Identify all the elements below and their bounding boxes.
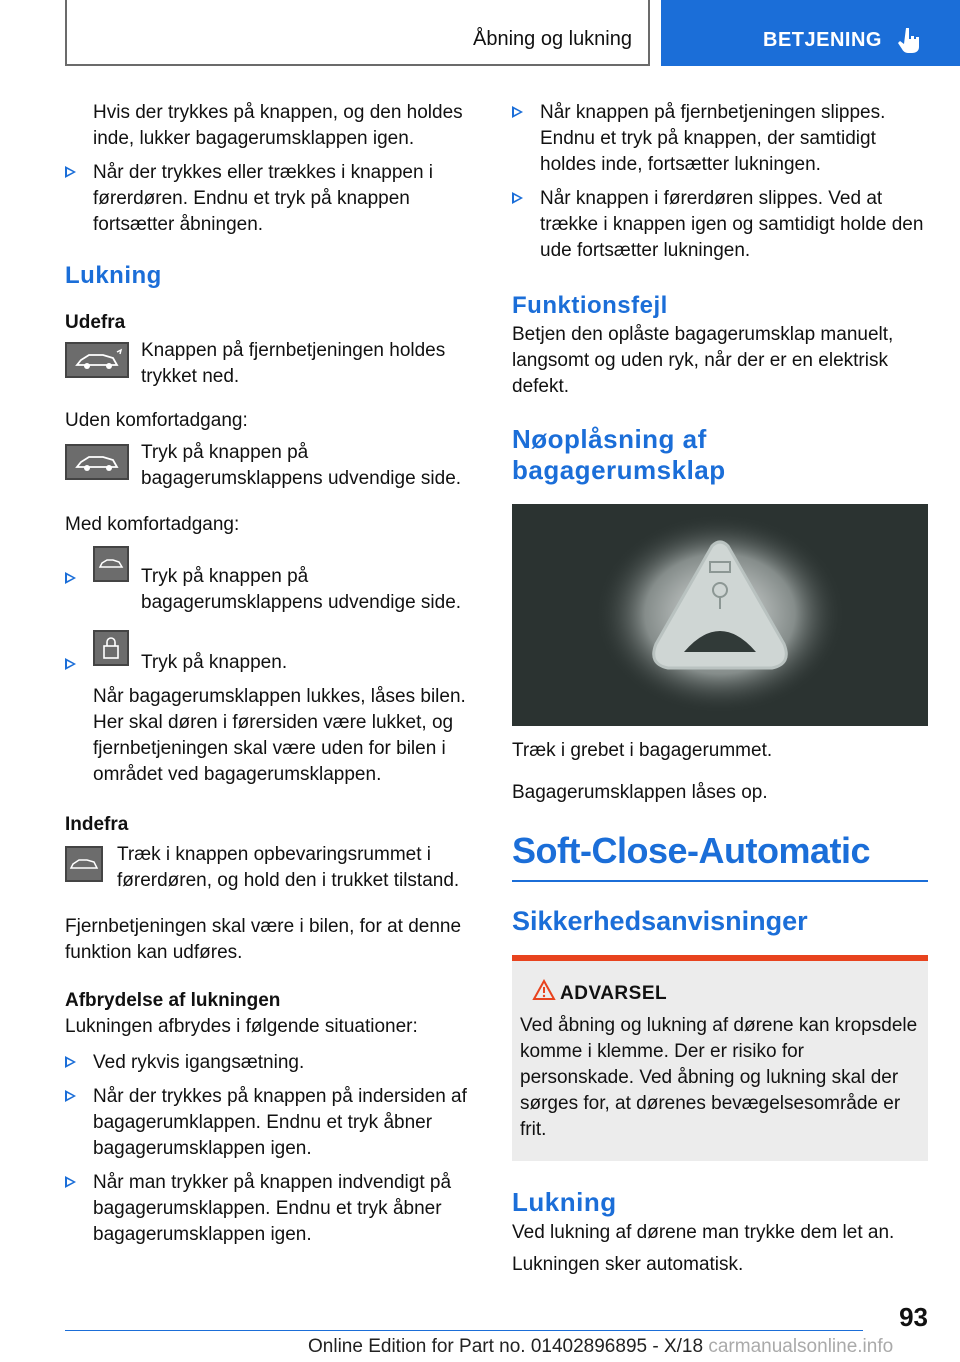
indefra-text: Træk i knappen opbevaringsrummet i førerdøren, og hold den i trukket tilstand. [117,844,460,891]
chapter-title: BETJENING [763,29,882,51]
list-item: Når man trykker på knappen indvendigt på bagagerumsklappen. Endnu et tryk åbner bagagerumsklappen igen. [65,1170,475,1248]
udefra-heading: Udefra [65,312,126,333]
list-item: Tryk på knappen. Når bagagerumsklappen lukkes, låses bilen. Her skal døren i førersiden være lukket, og fjernbetjeningen skal være uden for bilen i området ved bagagerumsklappen. [65,636,475,788]
funktionsfejl-text: Betjen den oplåste bagagerumsklap manuelt, langsomt og uden ryk, når der er en elektrisk defekt. [512,324,894,397]
intro-list [65,160,475,238]
edition-text: Online Edition for Part no. 01402896895 - X/18 [308,1336,704,1357]
footer-text [308,1336,893,1358]
hand-pointer-icon [897,26,923,54]
list-item: Når knappen i førerdøren slippes. Ved at trække i knappen igen og samtidigt holde den ude fortsætter lukningen. [512,186,928,264]
bullet-arrow-icon [65,1176,76,1188]
uden-komfort-label: Uden komfortadgang: [65,410,248,431]
med-komfort-label: Med komfortadgang: [65,514,240,535]
photo-caption-1: Træk i grebet i bagagerummet. [512,740,773,761]
watermark: carmanualsonline.info [708,1336,894,1357]
bullet-arrow-icon [65,572,76,584]
emergency-release-photo [512,504,928,726]
lock-icon [93,630,129,666]
car-trunk-icon [65,444,129,480]
warning-triangle-icon [532,979,556,1001]
list-item: Ved rykvis igangsætning. [65,1050,475,1076]
footer-rule [65,1330,863,1331]
afbryd-list [65,1050,475,1248]
noedoplaasning-heading: Nøoplåsning af bagagerumsklap [512,424,726,485]
list-item: Når der trykkes eller trækkes i knappen i førerdøren. Endnu et tryk på knappen fortsætter åbningen. [65,160,475,238]
emergency-handle-illustration [512,504,928,726]
uden-komfort-text: Tryk på knappen på bagagerumsklappens udvendige side. [141,442,462,489]
udefra-text: Knappen på fjernbetjeningen holdes trykket ned. [141,340,446,387]
lukning2-text-2: Lukningen sker automatisk. [512,1254,744,1275]
bullet-arrow-icon [65,658,76,670]
intro-text: Hvis der trykkes på knappen, og den holdes inde, lukker bagagerumsklappen igen. [93,102,463,149]
afbryd-intro: Lukningen afbrydes i følgende situationer: [65,1016,418,1037]
lukning-heading: Lukning [65,262,162,289]
indefra-heading: Indefra [65,814,129,835]
bullet-arrow-icon [65,1090,76,1102]
list-item: Når knappen på fjernbetjeningen slippes. Endnu et tryk på knappen, der samtidigt holdes inde, fortsætter lukningen. [512,100,928,178]
right-list [512,100,928,264]
car-trunk-icon [93,546,129,582]
bullet-arrow-icon [512,192,523,204]
left-column [65,100,475,1256]
title-rule [512,880,928,882]
warning-box [512,955,928,1161]
afbryd-heading: Afbrydelse af lukningen [65,990,281,1011]
indefra-row [65,842,475,900]
bullet-arrow-icon [65,1056,76,1068]
funktionsfejl-heading: Funktionsfejl [512,292,668,319]
header-section-tab [65,0,650,66]
section-title: Åbning og lukning [472,28,632,50]
photo-caption-2: Bagagerumsklappen låses op. [512,782,768,803]
lukning2-text-1: Ved lukning af dørene man trykke dem let an. [512,1222,895,1243]
sikkerhed-heading: Sikkerhedsanvisninger [512,906,808,936]
udefra-row [65,338,475,398]
bullet-arrow-icon [65,166,76,178]
warning-heading: ADVARSEL [520,983,920,1005]
uden-komfort-row [65,440,475,500]
fjern-text: Fjernbetjeningen skal være i bilen, for at denne funktion kan udføres. [65,916,462,963]
page-number: 93 [899,1302,928,1332]
warning-text: Ved åbning og lukning af dørene kan kropsdele komme i klemme. Der er risiko for personskade. Ved åbning og lukning skal der sørges for, at dørenes bevægelsesområde er frit. [520,1015,918,1140]
lukning2-heading: Lukning [512,1187,617,1217]
header-chapter-tab [661,0,960,66]
list-item: Tryk på knappen på bagagerumsklappens udvendige side. [65,552,475,616]
bullet-arrow-icon [512,106,523,118]
car-trunk-icon [65,846,103,882]
list-item: Når der trykkes på knappen på indersiden af bagagerumklappen. Endnu et tryk åbner bagagerumsklappen igen. [65,1084,475,1162]
med-komfort-list [65,552,475,788]
soft-close-title: Soft-Close-Automatic [512,830,870,871]
car-trunk-icon [65,342,129,378]
right-column [512,100,928,1278]
